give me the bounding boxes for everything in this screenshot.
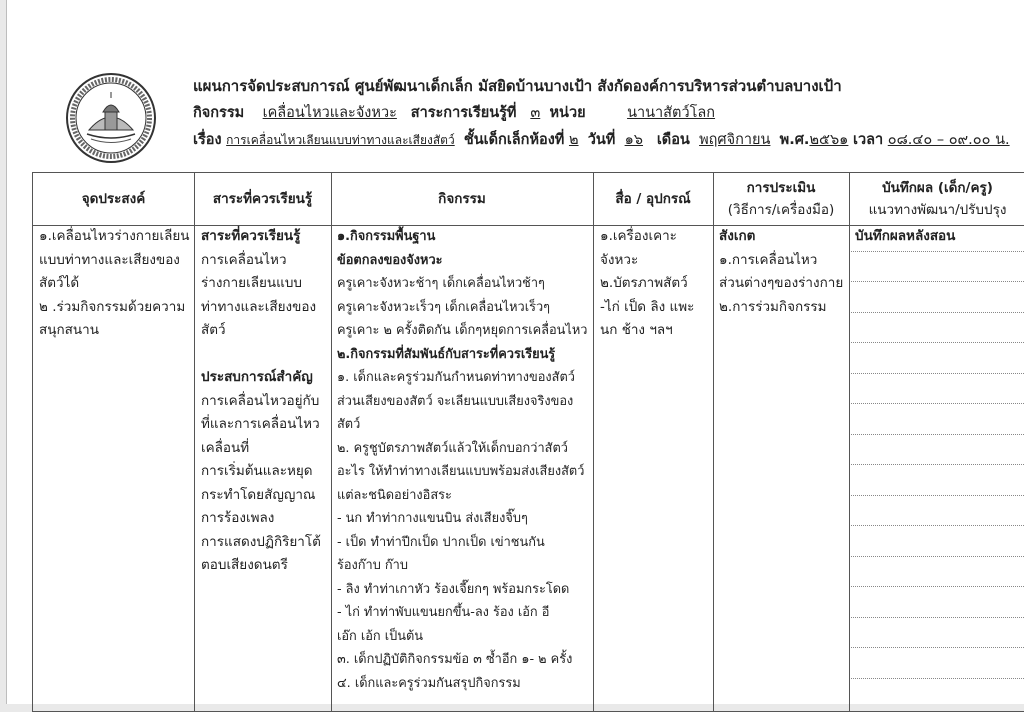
col-divider [331,173,332,711]
experience-line: กระทำโดยสัญญาณ [201,486,316,503]
record-line [851,464,1024,465]
content-line: ท่าทางและเสียงของ [201,298,317,315]
header-evaluation-sub: (วิธีการ/เครื่องมือ) [727,202,835,218]
experience-line: การร้องเพลง [201,510,275,526]
record-line [851,281,1024,282]
objective-line: ๑.เคลื่อนไหวร่างกายเลียน [39,228,190,244]
activity-line: ครูเคาะจังหวะช้าๆ เด็กเคลื่อนไหวช้าๆ [337,276,545,291]
activity-line: อะไร ให้ทำท่าทางเลียนแบบพร้อมส่งเสียงสัตว์ [337,464,585,479]
header-media [593,173,713,225]
objective-line: สัตว์ได้ [39,275,80,291]
evaluation-line: ๒.การร่วมกิจกรรม [719,298,827,315]
activity-title: ๑.กิจกรรมพื้นฐาน [337,229,436,244]
activity-line: แต่ละชนิดอย่างอิสระ [337,487,452,503]
evaluation-cell [719,225,843,319]
evaluation-title: สังเกต [719,228,756,244]
content-cell [201,225,321,578]
col-divider [849,173,850,711]
header-content-text: สาระที่ควรเรียนรู้ [212,191,313,207]
activity-line: เอ๊ก เอ้ก เป็นต้น [337,628,424,644]
day-label: วันที่ [587,132,616,148]
experience-line: เคลื่อนที่ [201,439,250,456]
learning-label: สาระการเรียนรู้ที่ [410,105,517,121]
unit-number: ๓ [530,105,541,121]
objectives-cell [39,225,190,343]
activity-subtitle: ข้อตกลงของจังหวะ [337,252,443,268]
activity-line: ๓. เด็กปฏิบัติกิจกรรมข้อ ๓ ซ้ำอีก ๑- ๒ ครั้ง [337,652,573,667]
subject-value: การเคลื่อนไหวเลียนแบบท่าทางและเสียงสัตว์ [226,133,455,147]
plan-title: แผนการจัดประสบการณ์ ศูนย์พัฒนาเด็กเล็ก มัสยิดบ้านบางเป้า สังกัดองค์การบริหารส่วนตำบลบางเป้า [193,77,842,95]
header-objectives-text: จุดประสงค์ [81,191,146,207]
class-label: ชั้นเด็กเล็กห้องที่ [463,132,565,148]
activity-line: - ไก่ ทำท่าพับแขนยกขึ้น-ลง ร้อง เอ้ก อี [337,605,550,620]
unit-value: นานาสัตว์โลก [627,105,716,121]
header-media-text: สื่อ / อุปกรณ์ [615,191,691,207]
header-record-text: บันทึกผล (เด็ก/ครู) [882,180,993,196]
experience-line: ที่และการเคลื่อนไหว [201,416,320,432]
record-line [851,617,1024,618]
activity-line: - ลิง ทำท่าเกาหัว ร้องเจี๊ยกๆ พร้อมกระโดด [337,581,570,597]
record-line [851,251,1024,252]
record-line [851,312,1024,313]
record-cell [855,225,955,249]
month-value: พฤศจิกายน [699,132,771,148]
record-line [851,373,1024,374]
record-line [851,525,1024,526]
activity-line: ครูเคาะ ๒ ครั้งติดกัน เด็กๆหยุดการเคลื่อนไหว [337,323,588,338]
activities-cell [337,225,588,695]
activity-line: ๑. เด็กและครูร่วมกันกำหนดท่าทางของสัตว์ [337,370,575,385]
time-label: เวลา [853,132,884,148]
activity-line: สัตว์ [337,417,361,432]
activity-line: ร้องก๊าบ ก๊าบ [337,558,408,573]
header-record-sub: แนวทางพัฒนา/ปรับปรุง [868,202,1007,218]
media-line: -ไก่ เป็ด ลิง แพะ [600,298,695,315]
content-title: สาระที่ควรเรียนรู้ [201,228,301,244]
lesson-plan-table [32,172,1024,712]
col-divider [713,173,714,711]
col-divider [194,173,195,711]
record-line [851,556,1024,557]
activity-line: ๔. เด็กและครูร่วมกันสรุปกิจกรรม [337,675,521,691]
experience-title: ประสบการณ์สำคัญ [201,369,313,385]
header-activities-text: กิจกรรม [438,191,486,207]
experience-line: การเคลื่อนไหวอยู่กับ [201,392,320,409]
media-line: ๑.เครื่องเคาะ [600,228,677,244]
record-title: บันทึกผลหลังสอน [855,228,956,244]
content-line: การเคลื่อนไหว [201,251,287,268]
header-evaluation-text: การประเมิน [746,180,816,196]
record-line [851,678,1024,679]
record-line [851,434,1024,435]
objective-line: แบบท่าทางและเสียงของ [39,251,180,268]
evaluation-line: ส่วนต่างๆของร่างกาย [719,275,844,291]
record-line [851,495,1024,496]
activity-line: ๒. ครูชูบัตรภาพสัตว์แล้วให้เด็กบอกว่าสัตว์ [337,440,568,456]
record-line [851,403,1024,404]
record-line [851,342,1024,343]
day-value: ๑๖ [624,132,644,148]
media-cell [600,225,694,343]
objective-line: สนุกสนาน [39,322,99,338]
media-line: นก ช้าง ฯลฯ [600,322,673,338]
class-value: ๒ [568,132,579,148]
subject-line [193,128,1010,151]
activity-line [193,101,715,124]
unit-label: หน่วย [549,105,586,121]
month-label: เดือน [656,132,690,148]
evaluation-line: ๑.การเคลื่อนไหว [719,251,818,268]
record-line [851,586,1024,587]
time-value: ๐๘.๔๐ – ๐๙.๐๐ น. [887,132,1010,148]
header-activities [331,173,593,225]
center-logo [65,72,157,164]
header-record [849,173,1024,225]
objective-line: ๒ .ร่วมกิจกรรมด้วยความ [39,298,186,315]
header-objectives [33,173,194,225]
activity-line: ส่วนเสียงของสัตว์ จะเลียนแบบเสียงจริงของ [337,393,574,409]
activity-line: ครูเคาะจังหวะเร็วๆ เด็กเคลื่อนไหวเร็วๆ [337,299,551,315]
experience-line: ตอบเสียงดนตรี [201,557,288,573]
activity-value: เคลื่อนไหวและจังหวะ [262,105,397,121]
year-value: ๒๕๖๑ [809,132,849,148]
media-line: จังหวะ [600,251,639,268]
record-line [851,647,1024,648]
header-evaluation [713,173,849,225]
activity-title: ๒.กิจกรรมที่สัมพันธ์กับสาระที่ควรเรียนรู้ [337,346,556,362]
activity-line: - นก ทำท่ากางแขนบิน ส่งเสียงจิ๊บๆ [337,511,528,526]
header-content [194,173,331,225]
content-line: ร่างกายเลียนแบบ [201,275,302,291]
media-line: ๒.บัตรภาพสัตว์ [600,275,688,291]
content-line: สัตว์ [201,322,226,338]
experience-line: การแสดงปฏิกิริยาโต้ [201,533,321,550]
activity-label: กิจกรรม [193,105,245,121]
subject-label: เรื่อง [193,132,222,148]
document-page [6,0,1024,704]
col-divider [593,173,594,711]
experience-line: การเริ่มต้นและหยุด [201,463,313,479]
year-label: พ.ศ. [779,132,810,148]
activity-line: - เป็ด ทำท่าปีกเป็ด ปากเป็ด เข่าชนกัน [337,534,545,550]
